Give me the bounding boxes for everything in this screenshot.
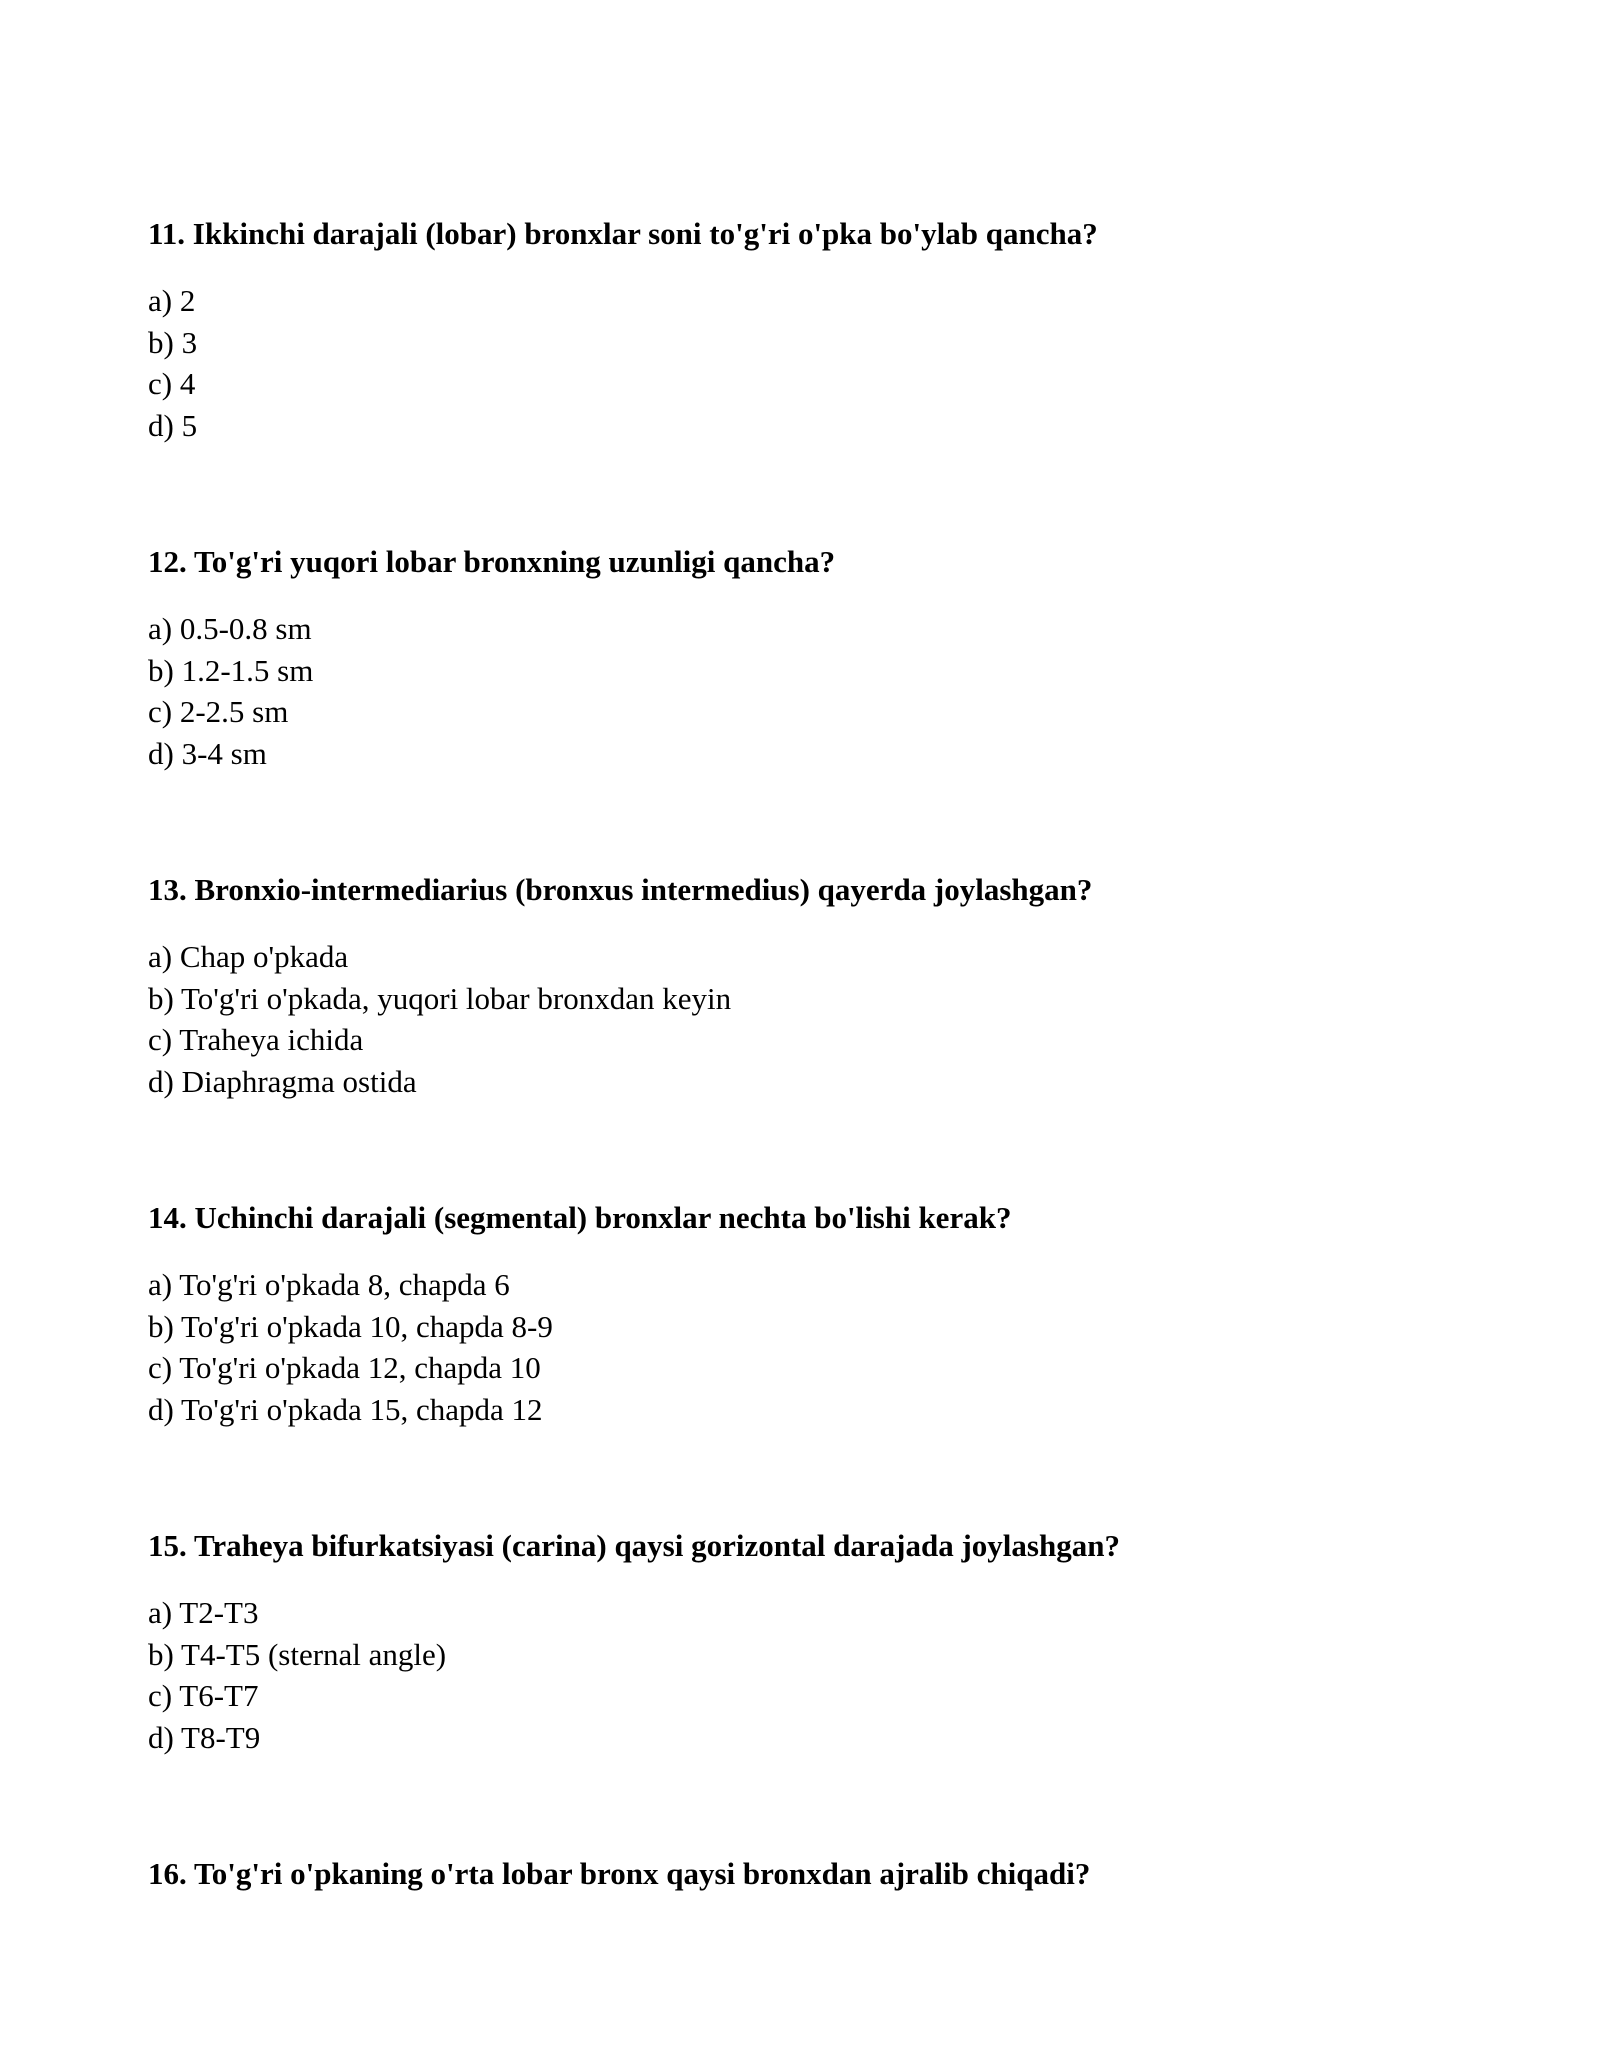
answer-option: c) 4 xyxy=(148,366,196,401)
answer-option: b) 3 xyxy=(148,324,198,360)
answer-option: d) Diaphragma ostida xyxy=(148,1063,417,1099)
question-16 xyxy=(148,1856,1468,1892)
answer-option: c) To'g'ri o'pkada 12, chapda 10 xyxy=(148,1350,541,1385)
question-14 xyxy=(148,1200,1468,1430)
answer-option: c) 2-2.5 sm xyxy=(148,694,289,729)
question-11 xyxy=(148,216,1468,446)
answer-option: b) T4-T5 (sternal angle) xyxy=(148,1636,447,1672)
answer-option: d) To'g'ri o'pkada 15, chapda 12 xyxy=(148,1391,543,1427)
question-13 xyxy=(148,872,1468,1102)
answer-option: a) 0.5-0.8 sm xyxy=(148,611,312,646)
answer-options xyxy=(148,608,1468,774)
answer-options xyxy=(148,936,1468,1102)
answer-option: a) 2 xyxy=(148,283,196,318)
question-title: 12. To'g'ri yuqori lobar bronxning uzunligi qancha? xyxy=(148,544,836,579)
question-title: 14. Uchinchi darajali (segmental) bronxlar nechta bo'lishi kerak? xyxy=(148,1200,1012,1235)
question-title: 11. Ikkinchi darajali (lobar) bronxlar soni to'g'ri o'pka bo'ylab qancha? xyxy=(148,216,1098,251)
answer-options xyxy=(148,1264,1468,1430)
question-title: 16. To'g'ri o'pkaning o'rta lobar bronx qaysi bronxdan ajralib chiqadi? xyxy=(148,1856,1091,1891)
answer-option: b) To'g'ri o'pkada 10, chapda 8-9 xyxy=(148,1308,553,1344)
answer-option: a) Chap o'pkada xyxy=(148,939,349,974)
answer-options xyxy=(148,280,1468,446)
answer-option: c) Traheya ichida xyxy=(148,1022,364,1057)
answer-option: a) T2-T3 xyxy=(148,1595,259,1630)
question-15 xyxy=(148,1528,1468,1758)
answer-option: a) To'g'ri o'pkada 8, chapda 6 xyxy=(148,1267,510,1302)
answer-option: c) T6-T7 xyxy=(148,1678,259,1713)
answer-option: b) To'g'ri o'pkada, yuqori lobar bronxdan keyin xyxy=(148,980,732,1016)
question-title: 13. Bronxio-intermediarius (bronxus intermedius) qayerda joylashgan? xyxy=(148,872,1093,907)
question-12 xyxy=(148,544,1468,774)
answer-option: b) 1.2-1.5 sm xyxy=(148,652,314,688)
answer-option: d) T8-T9 xyxy=(148,1719,261,1755)
answer-option: d) 5 xyxy=(148,407,198,443)
answer-options xyxy=(148,1592,1468,1758)
answer-option: d) 3-4 sm xyxy=(148,735,267,771)
question-title: 15. Traheya bifurkatsiyasi (carina) qaysi gorizontal darajada joylashgan? xyxy=(148,1528,1120,1563)
